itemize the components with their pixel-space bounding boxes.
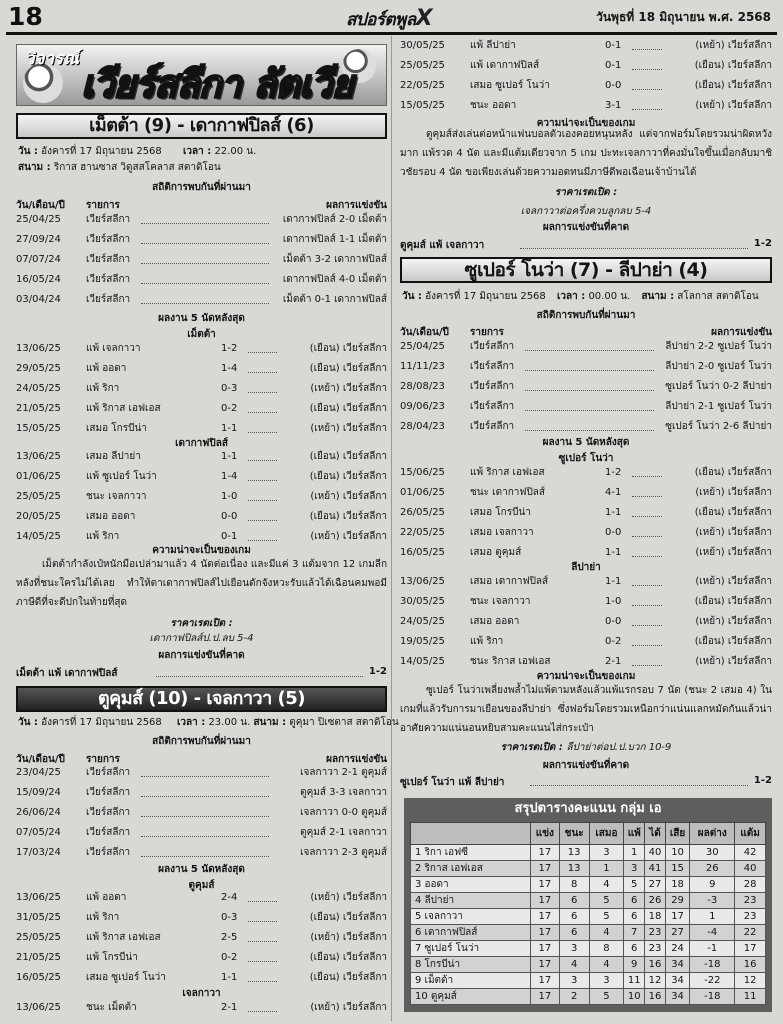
standings-header-cell bbox=[411, 823, 531, 845]
stat-cell: 17 bbox=[531, 957, 560, 973]
stat-cell: 22 bbox=[735, 925, 766, 941]
match-title: เม็ตต้า (9) - เดากาฟปิลส์ (6) bbox=[16, 113, 387, 139]
stat-cell: 10 bbox=[624, 989, 645, 1005]
standings-row bbox=[411, 989, 766, 1005]
stat-cell: -18 bbox=[690, 957, 735, 973]
stat-cell: 11 bbox=[735, 989, 766, 1005]
standings-row bbox=[411, 941, 766, 957]
stat-cell: 23 bbox=[735, 909, 766, 925]
brand-logo bbox=[346, 6, 432, 33]
stat-cell: 34 bbox=[665, 957, 690, 973]
form-row: 21/05/25 แพ้ โกรบีน่า 0-2 (เยือน) เวียร์สลีกา bbox=[16, 952, 387, 963]
analysis-text: เม็ตต้ากำลังเป๋หนักมือเปล่ามาแล้ว 4 นัดต่อเนื่อง และมีแค่ 3 แต้มจาก 12 เกมลีกหลังที่ชนะใครไม่ได้เลย ทำให้ดาเดากาฟปิลส์ไปเยือนดักจังหวะรับแล้วได้เฉือนคมพอมีภาษีดีที่จะดีปกในท้ายที่สุด bbox=[16, 559, 387, 608]
stat-cell: 17 bbox=[531, 925, 560, 941]
stat-cell: 16 bbox=[645, 957, 666, 973]
analysis-title: ความน่าจะเป็นของเกม bbox=[536, 671, 636, 682]
form-list bbox=[400, 36, 772, 116]
stat-cell: 27 bbox=[645, 877, 666, 893]
team-name: 1 ริกา เอฟซี bbox=[411, 845, 531, 861]
stat-cell: 17 bbox=[531, 989, 560, 1005]
form-row: 01/06/25 ชนะ เดากาฟปิลส์ 4-1 (เหย้า) เวียร์สลีกา bbox=[400, 487, 772, 498]
stat-cell: 6 bbox=[624, 941, 645, 957]
stat-cell: 17 bbox=[735, 941, 766, 957]
stat-cell: 17 bbox=[531, 877, 560, 893]
team-a-title: เม็ตต้า bbox=[187, 329, 216, 340]
form-row: 29/05/25 แพ้ ออดา 1-4 (เยือน) เวียร์สลีกา bbox=[16, 363, 387, 374]
h2h-row: 15/09/24 เวียร์สลีกา ตูคุมส์ 3-3 เจลกาวา bbox=[16, 787, 387, 798]
stat-cell: 17 bbox=[665, 909, 690, 925]
form-row: 20/05/25 เสมอ ออดา 0-0 (เยือน) เวียร์สลีกา bbox=[16, 511, 387, 522]
stat-cell: 1 bbox=[624, 845, 645, 861]
form-row: 13/06/25 แพ้ เจลกาวา 1-2 (เยือน) เวียร์สลีกา bbox=[16, 343, 387, 354]
stat-cell: 28 bbox=[735, 877, 766, 893]
stat-cell: 12 bbox=[645, 973, 666, 989]
team-a-title: ซูเปอร์ โนว่า bbox=[558, 453, 614, 464]
banner-title: เวียร์สลีกา ลัตเวีย bbox=[81, 62, 353, 106]
stat-cell: 5 bbox=[589, 909, 624, 925]
team-name: 7 ซูเปอร์ โนว่า bbox=[411, 941, 531, 957]
stat-cell: 18 bbox=[665, 877, 690, 893]
stat-cell: 5 bbox=[589, 989, 624, 1005]
form-row: 13/06/25 แพ้ ออดา 2-4 (เหย้า) เวียร์สลีกา bbox=[16, 892, 387, 903]
form-list bbox=[400, 572, 772, 672]
prediction-title: ผลการแข่งขันที่คาด bbox=[542, 760, 630, 771]
h2h-header: วัน/เดือน/ปี รายการ ผลการแข่งขัน bbox=[400, 327, 772, 338]
stat-cell: 3 bbox=[589, 845, 624, 861]
standings-row bbox=[411, 925, 766, 941]
standings-box bbox=[404, 798, 772, 1012]
last5-title: ผลงาน 5 นัดหลังสุด bbox=[542, 437, 630, 448]
h2h-row: 03/04/24 เวียร์สลีกา เม็ตต้า 0-1 เดากาฟปิลส์ bbox=[16, 294, 387, 305]
odds-title: ราคาเรตเปิด : ลีปาย่าต่อป.ป.บวก 10-9 bbox=[500, 742, 672, 753]
standings-row bbox=[411, 957, 766, 973]
stat-cell: -3 bbox=[690, 893, 735, 909]
form-row: 01/06/25 แพ้ ซูเปอร์ โนว่า 1-4 (เยือน) เวียร์สลีกา bbox=[16, 471, 387, 482]
stat-cell: 6 bbox=[624, 893, 645, 909]
stat-cell: 26 bbox=[645, 893, 666, 909]
team-b-title: ลีปาย่า bbox=[571, 562, 601, 573]
form-row: 13/06/25 เสมอ เดากาฟปิลส์ 1-1 (เหย้า) เวียร์สลีกา bbox=[400, 576, 772, 587]
h2h-title: สถิติการพบกันที่ผ่านมา bbox=[152, 736, 251, 747]
h2h-row: 28/04/23 เวียร์สลีกา ซูเปอร์ โนว่า 2-6 ลีปาย่า bbox=[400, 421, 772, 432]
stat-cell: 23 bbox=[645, 925, 666, 941]
stat-cell: 34 bbox=[665, 989, 690, 1005]
team-name: 8 โกรบีน่า bbox=[411, 957, 531, 973]
stat-cell: 17 bbox=[531, 941, 560, 957]
stat-cell: 17 bbox=[531, 893, 560, 909]
stat-cell: 3 bbox=[624, 861, 645, 877]
prediction-title: ผลการแข่งขันที่คาด bbox=[158, 650, 245, 661]
prediction: ซูเปอร์ โนว่า แพ้ ลีปาย่า 1-2 bbox=[400, 775, 772, 788]
team-name: 9 เม็ตต้า bbox=[411, 973, 531, 989]
standings-header-cell: แข่ง bbox=[531, 823, 560, 845]
stat-cell: 5 bbox=[624, 877, 645, 893]
standings-row bbox=[411, 861, 766, 877]
standings-header-cell: เสีย bbox=[665, 823, 690, 845]
form-list bbox=[16, 998, 387, 1018]
stat-cell: 30 bbox=[690, 845, 735, 861]
standings-header-cell: แต้ม bbox=[735, 823, 766, 845]
h2h-row: 16/05/24 เวียร์สลีกา เดากาฟปิลส์ 4-0 เม็ตต้า bbox=[16, 274, 387, 285]
standings-header-cell: ได้ bbox=[645, 823, 666, 845]
h2h-row: 25/04/25 เวียร์สลีกา ลีปาย่า 2-2 ซูเปอร์ โนว่า bbox=[400, 341, 772, 352]
stat-cell: 1 bbox=[690, 909, 735, 925]
column-divider bbox=[391, 36, 392, 1021]
stat-cell: 9 bbox=[624, 957, 645, 973]
form-row: 25/05/25 แพ้ ริกาส เอฟเอส 2-5 (เหย้า) เวียร์สลีกา bbox=[16, 932, 387, 943]
header-rule bbox=[6, 32, 777, 35]
form-row: 14/05/25 ชนะ ริกาส เอฟเอส 2-1 (เหย้า) เวียร์สลีกา bbox=[400, 656, 772, 667]
h2h-row: 17/03/24 เวียร์สลีกา เจลกาวา 2-3 ตูคุมส์ bbox=[16, 847, 387, 858]
stat-cell: 17 bbox=[531, 909, 560, 925]
team-a-title: ตูคุมส์ bbox=[188, 880, 215, 891]
section-banner bbox=[16, 44, 387, 106]
match-venue: สนาม : ริกาส ฮานซาส วิดูสสโคลาส สตาดิโอน bbox=[18, 162, 221, 173]
form-list bbox=[400, 463, 772, 563]
team-name: 6 เดากาฟปิลส์ bbox=[411, 925, 531, 941]
form-list bbox=[16, 339, 387, 439]
standings-header-cell: เสมอ bbox=[589, 823, 624, 845]
stat-cell: 40 bbox=[645, 845, 666, 861]
form-row: 24/05/25 เสมอ ออดา 0-0 (เหย้า) เวียร์สลีกา bbox=[400, 616, 772, 627]
stat-cell: 7 bbox=[624, 925, 645, 941]
team-name: 2 ริกาส เอฟเอส bbox=[411, 861, 531, 877]
stat-cell: 17 bbox=[531, 845, 560, 861]
stat-cell: 12 bbox=[735, 973, 766, 989]
h2h-list bbox=[400, 337, 772, 437]
h2h-row: 11/11/23 เวียร์สลีกา ลีปาย่า 2-0 ซูเปอร์ โนว่า bbox=[400, 361, 772, 372]
stat-cell: 17 bbox=[531, 973, 560, 989]
stat-cell: 27 bbox=[665, 925, 690, 941]
form-row: 15/06/25 แพ้ ริกาส เอฟเอส 1-2 (เยือน) เวียร์สลีกา bbox=[400, 467, 772, 478]
last5-title: ผลงาน 5 นัดหลังสุด bbox=[158, 313, 245, 324]
h2h-row: 23/04/25 เวียร์สลีกา เจลกาวา 2-1 ตูคุมส์ bbox=[16, 767, 387, 778]
stat-cell: 13 bbox=[559, 845, 589, 861]
odds-value: เดากาฟปิลส์ป.ป.ลบ 5-4 bbox=[149, 633, 254, 644]
h2h-header: วัน/เดือน/ปี รายการ ผลการแข่งขัน bbox=[16, 200, 387, 211]
form-row: 22/05/25 เสมอ ซูเปอร์ โนว่า 0-0 (เยือน) เวียร์สลีกา bbox=[400, 80, 772, 91]
form-row: 14/05/25 แพ้ ริกา 0-1 (เหย้า) เวียร์สลีกา bbox=[16, 531, 387, 542]
h2h-title: สถิติการพบกันที่ผ่านมา bbox=[536, 310, 636, 321]
prediction-title: ผลการแข่งขันที่คาด bbox=[542, 222, 630, 233]
stat-cell: 4 bbox=[559, 957, 589, 973]
form-row: 31/05/25 แพ้ ริกา 0-3 (เยือน) เวียร์สลีกา bbox=[16, 912, 387, 923]
standings-header-cell: แพ้ bbox=[624, 823, 645, 845]
stat-cell: 16 bbox=[645, 989, 666, 1005]
standings-title: สรุปตารางคะแนน กลุ่ม เอ bbox=[514, 801, 662, 816]
page-number: 18 bbox=[8, 2, 43, 31]
stat-cell: -4 bbox=[690, 925, 735, 941]
analysis-text: ตูคุมส์ส่งเล่นต่อหน้าแฟนบอลตัวเองคอยหนุนหลัง แต่จากฟอร์มโดยรวมน่าผิดหวังมาก แพ้รวด 4 นัด และมีแต้มเดียวจาก 5 เกม ปะทะเจลกาวาที่คงมั่นใจขึ้นเมื่อกลับมาชิวชัยรอบ 4 นัด ขอเพียงเล่นด้วยความอดทนมีภาษีดีพอเฉือนเจ้าบ้านได้ bbox=[400, 129, 772, 178]
standings-row bbox=[411, 909, 766, 925]
odds-title: ราคาเรตเปิด : bbox=[170, 618, 233, 629]
team-b-title: เดากาฟปิลส์ bbox=[175, 438, 228, 449]
stat-cell: 13 bbox=[559, 861, 589, 877]
stat-cell: 4 bbox=[589, 957, 624, 973]
form-row: 22/05/25 เสมอ เจลกาวา 0-0 (เหย้า) เวียร์สลีกา bbox=[400, 527, 772, 538]
stat-cell: 6 bbox=[559, 909, 589, 925]
team-b-title: เจลกาวา bbox=[182, 988, 221, 999]
stat-cell: 23 bbox=[645, 941, 666, 957]
stat-cell: -18 bbox=[690, 989, 735, 1005]
form-list bbox=[16, 888, 387, 988]
stat-cell: 17 bbox=[531, 861, 560, 877]
stat-cell: 4 bbox=[589, 877, 624, 893]
brand-name: สปอร์ตพูล bbox=[346, 10, 416, 30]
h2h-row: 09/06/23 เวียร์สลีกา ลีปาย่า 2-1 ซูเปอร์ โนว่า bbox=[400, 401, 772, 412]
issue-date: วันพุธที่ 18 มิถุนายน พ.ศ. 2568 bbox=[596, 10, 771, 24]
stat-cell: 1 bbox=[589, 861, 624, 877]
match-title: ซูเปอร์ โนว่า (7) - ลีปาย่า (4) bbox=[400, 257, 772, 283]
stat-cell: 4 bbox=[589, 925, 624, 941]
h2h-row: 07/05/24 เวียร์สลีกา ตูคุมส์ 2-1 เจลกาวา bbox=[16, 827, 387, 838]
h2h-list bbox=[16, 210, 387, 310]
h2h-row: 26/06/24 เวียร์สลีกา เจลกาวา 0-0 ตูคุมส์ bbox=[16, 807, 387, 818]
odds-title: ราคาเรตเปิด : bbox=[554, 187, 618, 198]
brand-x: X bbox=[415, 6, 433, 31]
odds-value: เจลกาวาต่อครึ่งควบลูกลบ 5-4 bbox=[520, 206, 652, 217]
match-info: วัน : อังคารที่ 17 มิถุนายน 2568 เวลา : 23.00 น. สนาม : ตูคุมา ปิเซตาส สตาดิโอน bbox=[18, 717, 399, 728]
stat-cell: 11 bbox=[624, 973, 645, 989]
stat-cell: 40 bbox=[735, 861, 766, 877]
standings-row bbox=[411, 973, 766, 989]
stat-cell: 5 bbox=[589, 893, 624, 909]
stat-cell: 29 bbox=[665, 893, 690, 909]
banner-tag: วิจารณ์ bbox=[25, 49, 79, 69]
stat-cell: 42 bbox=[735, 845, 766, 861]
stat-cell: 41 bbox=[645, 861, 666, 877]
stat-cell: 3 bbox=[589, 973, 624, 989]
form-row: 30/05/25 แพ้ ลีปาย่า 0-1 (เหย้า) เวียร์สลีกา bbox=[400, 40, 772, 51]
match-info: วัน : อังคารที่ 17 มิถุนายน 2568 เวลา : 00.00 น. สนาม : สโลกาส สตาดิโอน bbox=[402, 291, 759, 302]
team-name: 3 ออดา bbox=[411, 877, 531, 893]
h2h-row: 27/09/24 เวียร์สลีกา เดากาฟปิลส์ 1-1 เม็ตต้า bbox=[16, 234, 387, 245]
stat-cell: 18 bbox=[645, 909, 666, 925]
stat-cell: 3 bbox=[559, 941, 589, 957]
stat-cell: -22 bbox=[690, 973, 735, 989]
h2h-row: 25/04/25 เวียร์สลีกา เดากาฟปิลส์ 2-0 เม็ตต้า bbox=[16, 214, 387, 225]
form-row: 15/05/25 เสมอ โกรบีน่า 1-1 (เหย้า) เวียร์สลีกา bbox=[16, 423, 387, 434]
stat-cell: 8 bbox=[559, 877, 589, 893]
standings-table bbox=[410, 822, 766, 1005]
standings-header-cell: ชนะ bbox=[559, 823, 589, 845]
team-name: 4 ลีปาย่า bbox=[411, 893, 531, 909]
prediction: ตูคุมส์ แพ้ เจลกาวา 1-2 bbox=[400, 238, 772, 251]
form-row: 16/05/25 เสมอ ซูเปอร์ โนว่า 1-1 (เยือน) เวียร์สลีกา bbox=[16, 972, 387, 983]
stat-cell: 23 bbox=[735, 893, 766, 909]
stat-cell: 9 bbox=[690, 877, 735, 893]
form-row: 21/05/25 แพ้ ริกาส เอฟเอส 0-2 (เยือน) เวียร์สลีกา bbox=[16, 403, 387, 414]
standings-row bbox=[411, 877, 766, 893]
form-row: 25/05/25 แพ้ เดากาฟปิลส์ 0-1 (เยือน) เวียร์สลีกา bbox=[400, 60, 772, 71]
stat-cell: 3 bbox=[559, 973, 589, 989]
stat-cell: 2 bbox=[559, 989, 589, 1005]
form-row: 13/06/25 ชนะ เม็ตต้า 2-1 (เหย้า) เวียร์สลีกา bbox=[16, 1002, 387, 1013]
h2h-list bbox=[16, 763, 387, 863]
form-list bbox=[16, 447, 387, 547]
stat-cell: 34 bbox=[665, 973, 690, 989]
match-info: วัน : อังคารที่ 17 มิถุนายน 2568 เวลา : 22.00 น. bbox=[18, 146, 257, 157]
standings-row bbox=[411, 845, 766, 861]
stat-cell: 8 bbox=[589, 941, 624, 957]
stat-cell: 15 bbox=[665, 861, 690, 877]
h2h-row: 28/08/23 เวียร์สลีกา ซูเปอร์ โนว่า 0-2 ลีปาย่า bbox=[400, 381, 772, 392]
h2h-header: วัน/เดือน/ปี รายการ ผลการแข่งขัน bbox=[16, 754, 387, 765]
form-row: 24/05/25 แพ้ ริกา 0-3 (เหย้า) เวียร์สลีกา bbox=[16, 383, 387, 394]
h2h-title: สถิติการพบกันที่ผ่านมา bbox=[152, 182, 251, 193]
analysis-text: ซูเปอร์ โนว่าเพลี่ยงพล้ำไม่แพ้ตามหลังแล้วแพ้แรกรอบ 7 นัด (ชนะ 2 เสมอ 4) ในเกมที่แล้วรับการมาเยือนของลีปาย่า ซึ่งฟอร์มโดยรวมเหนือกว่าแน่นแลกหมัดกันแล้วน่าอาศัยความแน่นอนหยิบสามคะแนนไส่กระเป๋า bbox=[400, 685, 772, 734]
standings-row bbox=[411, 893, 766, 909]
prediction: เม็ตต้า แพ้ เดากาฟปิลส์ 1-2 bbox=[16, 666, 387, 679]
stat-cell: 6 bbox=[559, 893, 589, 909]
standings-header-cell: ผลต่าง bbox=[690, 823, 735, 845]
stat-cell: 16 bbox=[735, 957, 766, 973]
last5-title: ผลงาน 5 นัดหลังสุด bbox=[158, 864, 245, 875]
form-row: 30/05/25 ชนะ เจลกาวา 1-0 (เยือน) เวียร์สลีกา bbox=[400, 596, 772, 607]
form-row: 13/06/25 เสมอ ลีปาย่า 1-1 (เยือน) เวียร์สลีกา bbox=[16, 451, 387, 462]
stat-cell: -1 bbox=[690, 941, 735, 957]
match-title: ตูคุมส์ (10) - เจลกาวา (5) bbox=[16, 686, 387, 712]
stat-cell: 26 bbox=[690, 861, 735, 877]
stat-cell: 6 bbox=[559, 925, 589, 941]
stat-cell: 10 bbox=[665, 845, 690, 861]
form-row: 26/05/25 เสมอ โกรบีน่า 1-1 (เยือน) เวียร์สลีกา bbox=[400, 507, 772, 518]
form-row: 25/05/25 ชนะ เจลกาวา 1-0 (เหย้า) เวียร์สลีกา bbox=[16, 491, 387, 502]
team-name: 5 เจลกาวา bbox=[411, 909, 531, 925]
analysis-title: ความน่าจะเป็นของเกม bbox=[536, 118, 636, 129]
form-row: 19/05/25 แพ้ ริกา 0-2 (เยือน) เวียร์สลีกา bbox=[400, 636, 772, 647]
stat-cell: 6 bbox=[624, 909, 645, 925]
form-row: 16/05/25 เสมอ ตูคุมส์ 1-1 (เหย้า) เวียร์สลีกา bbox=[400, 547, 772, 558]
team-name: 10 ตูคุมส์ bbox=[411, 989, 531, 1005]
stat-cell: 24 bbox=[665, 941, 690, 957]
analysis-title: ความน่าจะเป็นของเกม bbox=[152, 545, 251, 556]
h2h-row: 07/07/24 เวียร์สลีกา เม็ตต้า 3-2 เดากาฟปิลส์ bbox=[16, 254, 387, 265]
form-row: 15/05/25 ชนะ ออดา 3-1 (เหย้า) เวียร์สลีกา bbox=[400, 100, 772, 111]
